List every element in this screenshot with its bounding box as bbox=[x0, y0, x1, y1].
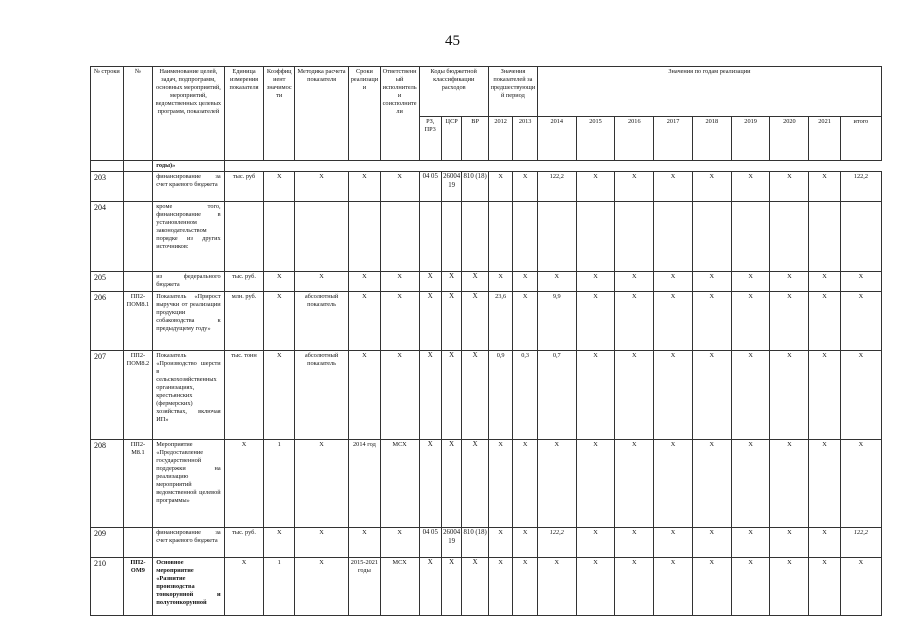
cell-resp: МСХ bbox=[380, 440, 419, 528]
cell-csr: Х bbox=[441, 292, 461, 351]
cell-unit: Х bbox=[224, 440, 264, 528]
cell-csr: Х bbox=[441, 351, 461, 440]
cell-method: Х bbox=[295, 558, 349, 616]
header-year-2017: 2017 bbox=[654, 117, 693, 161]
cell-csr: Х bbox=[441, 558, 461, 616]
cell-vr: 810 (18) bbox=[462, 528, 489, 558]
cell-csr bbox=[441, 202, 461, 272]
cell-row: 209 bbox=[91, 528, 124, 558]
cell-rz: 04 05 bbox=[419, 528, 441, 558]
cell-vr: Х bbox=[462, 351, 489, 440]
table-row bbox=[91, 172, 882, 202]
cell-vr: Х bbox=[462, 558, 489, 616]
header-responsible: Ответственный исполнитель и соисполнители bbox=[380, 67, 419, 161]
cell-y2017: Х bbox=[654, 440, 693, 528]
cell-name: финансирование за счет краевого бюджета bbox=[153, 172, 224, 202]
cell-num: ПП2-М8.1 bbox=[123, 440, 153, 528]
cell-y2016: Х bbox=[615, 272, 654, 292]
cell-y2017: Х bbox=[654, 558, 693, 616]
cell-vr: Х bbox=[462, 440, 489, 528]
cell-y2014: Х bbox=[537, 440, 576, 528]
cell-terms: 2014 год bbox=[349, 440, 381, 528]
cell-resp: Х bbox=[380, 172, 419, 202]
cell-coef: 1 bbox=[264, 440, 295, 528]
cell-y2016: Х bbox=[615, 172, 654, 202]
cell-resp: Х bbox=[380, 292, 419, 351]
cell-coef: Х bbox=[264, 172, 295, 202]
cell-row: 207 bbox=[91, 351, 124, 440]
cell-y2016: Х bbox=[615, 292, 654, 351]
cell-y2021: Х bbox=[809, 272, 841, 292]
cell-y2021 bbox=[809, 202, 841, 272]
cell-unit: тыс. руб. bbox=[224, 528, 264, 558]
cell-num bbox=[123, 528, 153, 558]
cell-y2021: Х bbox=[809, 528, 841, 558]
cell-row: 210 bbox=[91, 558, 124, 616]
cell-csr: Х bbox=[441, 440, 461, 528]
cell-resp: Х bbox=[380, 351, 419, 440]
header-terms: Сроки реализации bbox=[349, 67, 381, 161]
cell-coef: Х bbox=[264, 528, 295, 558]
cell-y2016: Х bbox=[615, 558, 654, 616]
cell-y2018: Х bbox=[692, 351, 731, 440]
cell-y2019: Х bbox=[731, 351, 770, 440]
cell-unit: млн. руб. bbox=[224, 292, 264, 351]
cell-y2012: Х bbox=[488, 528, 512, 558]
cell-y2014: 122,2 bbox=[537, 528, 576, 558]
cell-y2015: Х bbox=[576, 351, 615, 440]
cell-rz bbox=[419, 202, 441, 272]
cell-csr: 26004 19 bbox=[441, 172, 461, 202]
cell-y2019: Х bbox=[731, 292, 770, 351]
cell-rz: Х bbox=[419, 292, 441, 351]
cell-total: Х bbox=[840, 558, 881, 616]
cell-name: из федерального бюджета bbox=[153, 272, 224, 292]
header-num: № bbox=[123, 67, 153, 161]
continuation-row bbox=[91, 161, 882, 172]
cell-y2015: Х bbox=[576, 292, 615, 351]
cell-y2014: 0,7 bbox=[537, 351, 576, 440]
cell-y2014 bbox=[537, 202, 576, 272]
cell-terms: Х bbox=[349, 172, 381, 202]
cell-rz: Х bbox=[419, 558, 441, 616]
cell-y2017: Х bbox=[654, 528, 693, 558]
cell-y2019: Х bbox=[731, 272, 770, 292]
cell-name: финансирование за счет краевого бюджета bbox=[153, 528, 224, 558]
cell-y2018: Х bbox=[692, 440, 731, 528]
cell-y2020: Х bbox=[770, 292, 809, 351]
cell-y2020: Х bbox=[770, 558, 809, 616]
cell-row: 203 bbox=[91, 172, 124, 202]
cell-y2019 bbox=[731, 202, 770, 272]
cell-unit bbox=[224, 202, 264, 272]
cell-y2019: Х bbox=[731, 528, 770, 558]
cell-row: 206 bbox=[91, 292, 124, 351]
cell-terms: Х bbox=[349, 528, 381, 558]
cell bbox=[123, 161, 153, 172]
header-year-2020: 2020 bbox=[770, 117, 809, 161]
cell-y2015: Х bbox=[576, 558, 615, 616]
cell-y2017: Х bbox=[654, 272, 693, 292]
cell-resp: Х bbox=[380, 528, 419, 558]
cell-total bbox=[840, 202, 881, 272]
cell-y2021: Х bbox=[809, 440, 841, 528]
cell-terms: Х bbox=[349, 292, 381, 351]
cell-y2013: Х bbox=[513, 528, 538, 558]
table-row bbox=[91, 292, 882, 351]
cell-resp: Х bbox=[380, 272, 419, 292]
cell-terms: Х bbox=[349, 351, 381, 440]
table-row bbox=[91, 272, 882, 292]
continuation-text: годы)» bbox=[153, 161, 224, 172]
cell-y2015: Х bbox=[576, 172, 615, 202]
cell-name: Показатель «Производство шерсти в сельскохозяйственных организациях, крестьянских (фермерских) хозяйствах, включая ИП» bbox=[153, 351, 224, 440]
cell-y2016: Х bbox=[615, 440, 654, 528]
header-unit: Единица измерения показателя bbox=[224, 67, 264, 161]
cell-method: Х bbox=[295, 272, 349, 292]
cell-y2012 bbox=[488, 202, 512, 272]
cell-y2020: Х bbox=[770, 351, 809, 440]
cell-name: Показатель «Прирост выручки от реализации продукции собаководства к предыдущему году» bbox=[153, 292, 224, 351]
table-row bbox=[91, 558, 882, 616]
cell-csr: Х bbox=[441, 272, 461, 292]
cell-row: 204 bbox=[91, 202, 124, 272]
cell-y2020: Х bbox=[770, 272, 809, 292]
cell-y2017: Х bbox=[654, 172, 693, 202]
header-total: итого bbox=[840, 117, 881, 161]
header-year-2013: 2013 bbox=[513, 117, 538, 161]
cell-num: ПП2-ОМ9 bbox=[123, 558, 153, 616]
table-row bbox=[91, 528, 882, 558]
cell-y2013: Х bbox=[513, 292, 538, 351]
header-name: Наименование целей, задач, подпрограмм, основных мероприятий, мероприятий, ведомственных целевых программ, показателей bbox=[153, 67, 224, 161]
header-year-2021: 2021 bbox=[809, 117, 841, 161]
cell-name: Мероприятие «Предоставление государственной поддержки на реализацию мероприятий ведомственной целевой программы» bbox=[153, 440, 224, 528]
cell-y2012: Х bbox=[488, 558, 512, 616]
header-year-2012: 2012 bbox=[488, 117, 512, 161]
cell-y2020: Х bbox=[770, 528, 809, 558]
cell-y2016: Х bbox=[615, 351, 654, 440]
cell-total: 122,2 bbox=[840, 172, 881, 202]
cell-y2015 bbox=[576, 202, 615, 272]
cell-y2018: Х bbox=[692, 528, 731, 558]
cell-num: ПП2-ПОМ8.1 bbox=[123, 292, 153, 351]
header-year-2014: 2014 bbox=[537, 117, 576, 161]
cell-total: 122,2 bbox=[840, 528, 881, 558]
header-year-2015: 2015 bbox=[576, 117, 615, 161]
cell-unit: тыс. тонн bbox=[224, 351, 264, 440]
cell-y2014: Х bbox=[537, 558, 576, 616]
header-row-1 bbox=[91, 67, 882, 117]
cell-vr: 810 (18) bbox=[462, 172, 489, 202]
header-year-2016: 2016 bbox=[615, 117, 654, 161]
cell-y2018: Х bbox=[692, 272, 731, 292]
header-year-values: Значения по годам реализации bbox=[537, 67, 881, 117]
cell-y2015: Х bbox=[576, 440, 615, 528]
header-prev-values: Значения показателей за предшествующий период bbox=[488, 67, 537, 117]
cell-coef: Х bbox=[264, 272, 295, 292]
table-row bbox=[91, 202, 882, 272]
cell-coef: Х bbox=[264, 292, 295, 351]
cell-method: абсолютный показатель bbox=[295, 292, 349, 351]
cell-y2018: Х bbox=[692, 558, 731, 616]
cell-total: Х bbox=[840, 351, 881, 440]
cell-unit: Х bbox=[224, 558, 264, 616]
header-method: Методика расчета показателя bbox=[295, 67, 349, 161]
cell-y2017: Х bbox=[654, 351, 693, 440]
cell-vr: Х bbox=[462, 292, 489, 351]
cell bbox=[224, 161, 881, 172]
cell-name: Основное мероприятие «Развитие производства тонкорунной и полутонкорунной bbox=[153, 558, 224, 616]
cell-y2012: 0,9 bbox=[488, 351, 512, 440]
cell-y2012: 23,6 bbox=[488, 292, 512, 351]
header-csr: ЦСР bbox=[441, 117, 461, 161]
page-number: 45 bbox=[445, 33, 460, 49]
cell-total: Х bbox=[840, 272, 881, 292]
cell-y2015: Х bbox=[576, 528, 615, 558]
cell-y2013: Х bbox=[513, 272, 538, 292]
cell-rz: 04 05 bbox=[419, 172, 441, 202]
cell-method: Х bbox=[295, 172, 349, 202]
cell-num bbox=[123, 172, 153, 202]
cell-method: Х bbox=[295, 440, 349, 528]
cell-rz: Х bbox=[419, 440, 441, 528]
cell-row: 208 bbox=[91, 440, 124, 528]
table-row bbox=[91, 351, 882, 440]
cell-y2012: Х bbox=[488, 440, 512, 528]
cell-y2012: Х bbox=[488, 172, 512, 202]
cell-num: ПП2-ПОМ8.2 bbox=[123, 351, 153, 440]
header-year-2019: 2019 bbox=[731, 117, 770, 161]
cell-y2021: Х bbox=[809, 172, 841, 202]
cell-unit: тыс. руб bbox=[224, 172, 264, 202]
cell-vr: Х bbox=[462, 272, 489, 292]
cell-y2014: 122,2 bbox=[537, 172, 576, 202]
header-budget-codes: Коды бюджетной классификации расходов bbox=[419, 67, 488, 117]
cell-y2019: Х bbox=[731, 440, 770, 528]
table-row bbox=[91, 440, 882, 528]
cell-y2012: Х bbox=[488, 272, 512, 292]
cell-y2019: Х bbox=[731, 172, 770, 202]
cell-y2016: Х bbox=[615, 528, 654, 558]
cell-rz: Х bbox=[419, 351, 441, 440]
cell-y2013: Х bbox=[513, 558, 538, 616]
cell-y2020 bbox=[770, 202, 809, 272]
cell-total: Х bbox=[840, 440, 881, 528]
cell-method bbox=[295, 202, 349, 272]
header-row-no: № строки bbox=[91, 67, 124, 161]
cell-y2015: Х bbox=[576, 272, 615, 292]
cell-name: кроме того, финансирование в установленном законодательством порядке из других источников: bbox=[153, 202, 224, 272]
cell-y2013: Х bbox=[513, 440, 538, 528]
cell-unit: тыс. руб. bbox=[224, 272, 264, 292]
cell-terms bbox=[349, 202, 381, 272]
cell-y2021: Х bbox=[809, 292, 841, 351]
cell-resp: МСХ bbox=[380, 558, 419, 616]
cell-y2013: 0,3 bbox=[513, 351, 538, 440]
cell-y2018 bbox=[692, 202, 731, 272]
cell-y2020: Х bbox=[770, 440, 809, 528]
cell-y2013: Х bbox=[513, 172, 538, 202]
cell-vr bbox=[462, 202, 489, 272]
cell-y2019: Х bbox=[731, 558, 770, 616]
cell-num bbox=[123, 272, 153, 292]
program-table bbox=[90, 66, 882, 616]
header-year-2018: 2018 bbox=[692, 117, 731, 161]
cell-y2018: Х bbox=[692, 172, 731, 202]
cell-terms: 2015-2021 годы bbox=[349, 558, 381, 616]
cell-method: абсолютный показатель bbox=[295, 351, 349, 440]
cell-csr: 26004 19 bbox=[441, 528, 461, 558]
cell-y2016 bbox=[615, 202, 654, 272]
cell-y2017: Х bbox=[654, 292, 693, 351]
cell-terms: Х bbox=[349, 272, 381, 292]
cell-y2017 bbox=[654, 202, 693, 272]
header-vr: ВР bbox=[462, 117, 489, 161]
cell bbox=[91, 161, 124, 172]
cell-coef: Х bbox=[264, 351, 295, 440]
cell-coef bbox=[264, 202, 295, 272]
cell-y2014: Х bbox=[537, 272, 576, 292]
cell-rz: Х bbox=[419, 272, 441, 292]
header-coef: Коэффициент значимости bbox=[264, 67, 295, 161]
cell-method: Х bbox=[295, 528, 349, 558]
cell-y2014: 9,9 bbox=[537, 292, 576, 351]
cell-y2018: Х bbox=[692, 292, 731, 351]
cell-row: 205 bbox=[91, 272, 124, 292]
cell-y2020: Х bbox=[770, 172, 809, 202]
header-rz: РЗ, ПР3 bbox=[419, 117, 441, 161]
cell-y2021: Х bbox=[809, 351, 841, 440]
cell-y2013 bbox=[513, 202, 538, 272]
cell-coef: 1 bbox=[264, 558, 295, 616]
cell-resp bbox=[380, 202, 419, 272]
cell-total: Х bbox=[840, 292, 881, 351]
cell-num bbox=[123, 202, 153, 272]
cell-y2021: Х bbox=[809, 558, 841, 616]
